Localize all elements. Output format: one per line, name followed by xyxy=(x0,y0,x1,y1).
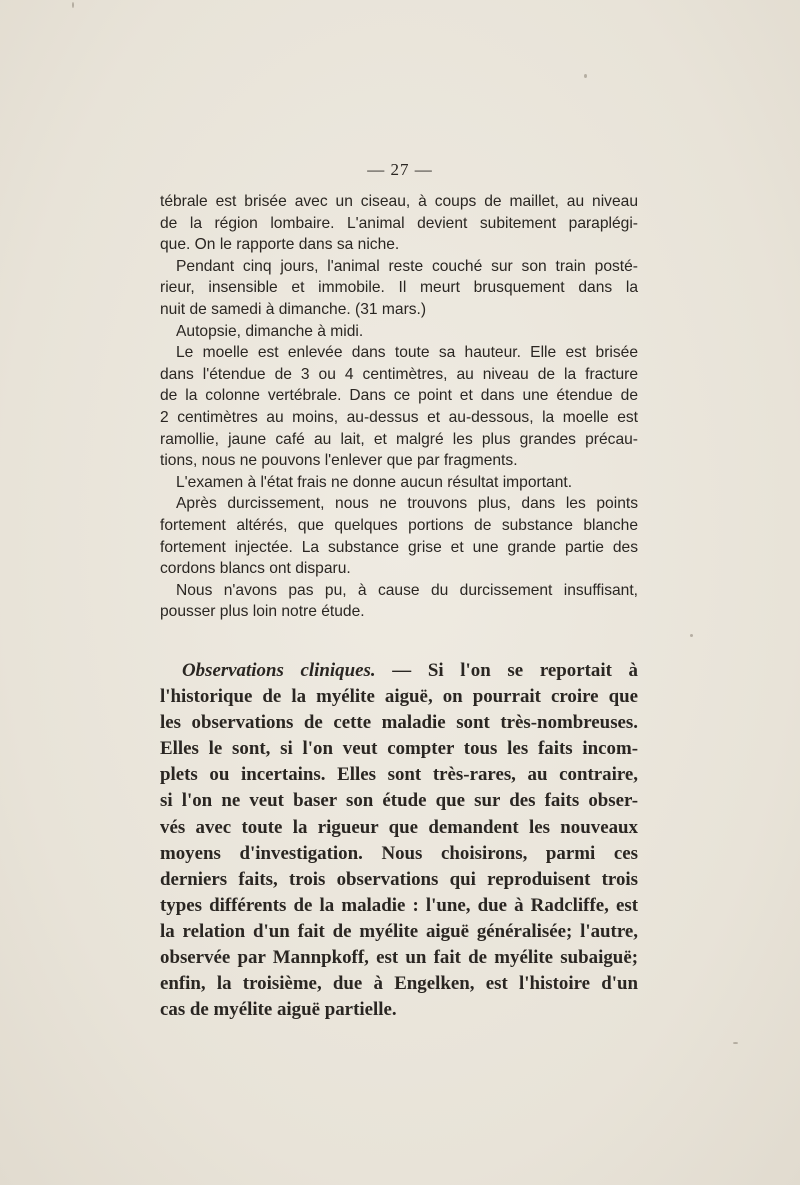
text-line: dans l'étendue de 3 ou 4 centimètres, au niveau de la fracture xyxy=(160,365,638,383)
text-line: vés avec toute la rigueur que demandent les nouveaux xyxy=(160,816,638,838)
page-number: — 27 — xyxy=(367,160,433,179)
paper-speck xyxy=(584,74,587,78)
paper-speck xyxy=(733,1042,738,1044)
text-line: L'examen à l'état frais ne donne aucun résultat important. xyxy=(176,473,573,491)
text-line: si l'on ne veut baser son étude que sur des faits obser- xyxy=(160,790,638,812)
text-line: de la région lombaire. L'animal devient subitement paraplégi- xyxy=(160,214,638,232)
section-heading: Observations cliniques. xyxy=(182,660,376,681)
text-line: l'historique de la myélite aiguë, on pourrait croire que xyxy=(160,686,638,708)
heading-continuation: — Si l'on se reportait à xyxy=(375,660,638,681)
text-line: 2 centimètres au moins, au-dessus et au-dessous, la moelle est xyxy=(160,408,638,426)
text-line: les observations de cette maladie sont très-nombreuses. xyxy=(160,712,638,734)
text-line: tébrale est brisée avec un ciseau, à coups de maillet, au niveau xyxy=(160,193,638,210)
text-line: que. On le rapporte dans sa niche. xyxy=(160,236,400,254)
text-line: derniers faits, trois observations qui reproduisent trois xyxy=(160,868,638,890)
text-line: fortement injectée. La substance grise et une grande partie des xyxy=(160,538,638,556)
paper-speck xyxy=(690,634,693,637)
text-line: ramollie, jaune café au lait, et malgré les plus grandes précau- xyxy=(160,430,638,448)
text-line: de la colonne vertébrale. Dans ce point et dans une étendue de xyxy=(160,387,638,405)
text-line: plets ou incertains. Elles sont très-rares, au contraire, xyxy=(160,764,638,786)
text-line: moyens d'investigation. Nous choisirons, parmi ces xyxy=(160,842,638,864)
text-line: Nous n'avons pas pu, à cause du durcissement insuffisant, xyxy=(176,581,638,599)
text-line: Elles le sont, si l'on veut compter tous les faits incom- xyxy=(160,738,638,760)
text-line: nuit de samedi à dimanche. (31 mars.) xyxy=(160,300,427,318)
text-line: Autopsie, dimanche à midi. xyxy=(176,322,364,340)
text-line: tions, nous ne pouvons l'enlever que par fragments. xyxy=(160,452,518,470)
clinical-observations-paragraph xyxy=(160,658,638,1023)
text-line: rieur, insensible et immobile. Il meurt brusquement dans la xyxy=(160,279,638,297)
paper-speck xyxy=(72,2,74,8)
text-line: enfin, la troisième, due à Engelken, est l'histoire d'un xyxy=(160,973,638,995)
text-line: cas de myélite aiguë partielle. xyxy=(160,999,397,1021)
text-line-with-heading xyxy=(160,658,638,684)
experiment-text-block xyxy=(160,191,638,623)
text-line: la relation d'un fait de myélite aiguë généralisée; l'autre, xyxy=(160,920,638,942)
text-line: types différents de la maladie : l'une, due à Radcliffe, est xyxy=(160,894,638,916)
text-line: fortement altérés, que quelques portions de substance blanche xyxy=(160,516,638,534)
text-line: Après durcissement, nous ne trouvons plus, dans les points xyxy=(176,495,638,513)
text-line: pousser plus loin notre étude. xyxy=(160,603,365,621)
text-line: Le moelle est enlevée dans toute sa hauteur. Elle est brisée xyxy=(176,344,638,362)
text-line: Pendant cinq jours, l'animal reste couché sur son train posté- xyxy=(176,257,638,275)
text-line: cordons blancs ont disparu. xyxy=(160,560,351,578)
text-line: observée par Mannpkoff, est un fait de myélite subaiguë; xyxy=(160,947,638,969)
